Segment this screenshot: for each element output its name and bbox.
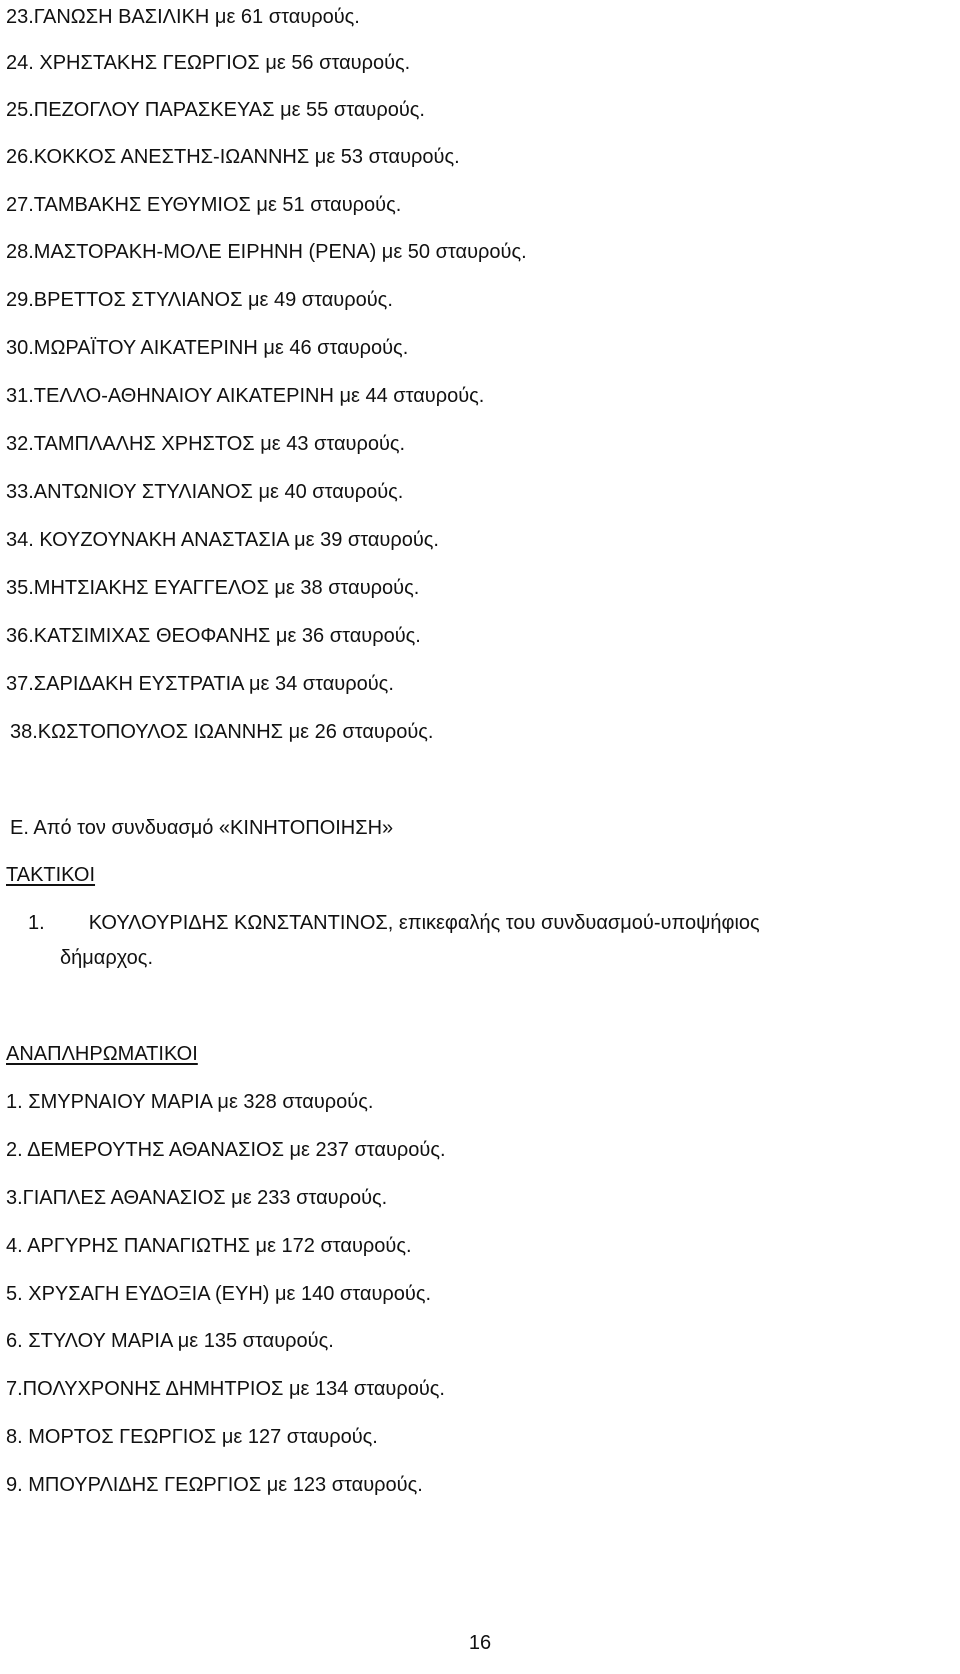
list-item: 37.ΣΑΡΙΔΑΚΗ ΕΥΣΤΡΑΤΙΑ με 34 σταυρούς. xyxy=(6,673,394,695)
list-item: 1. ΣΜΥΡΝΑΙΟΥ ΜΑΡΙΑ με 328 σταυρούς. xyxy=(6,1091,374,1113)
section-heading: Ε. Από τον συνδυασμό «ΚΙΝΗΤΟΠΟΙΗΣΗ» xyxy=(10,817,394,839)
list-item: 31.ΤΕΛΛΟ-ΑΘΗΝΑΙΟΥ ΑΙΚΑΤΕΡΙΝΗ με 44 σταυρούς. xyxy=(6,385,485,407)
list-item: 38.ΚΩΣΤΟΠΟΥΛΟΣ ΙΩΑΝΝΗΣ με 26 σταυρούς. xyxy=(10,721,434,743)
list-item: 32.ΤΑΜΠΛΑΛΗΣ ΧΡΗΣΤΟΣ με 43 σταυρούς. xyxy=(6,433,406,455)
substitute-members-heading: ΑΝΑΠΛΗΡΩΜΑΤΙΚΟΙ xyxy=(6,1043,198,1065)
list-item: 27.ΤΑΜΒΑΚΗΣ ΕΥΘΥΜΙΟΣ με 51 σταυρούς. xyxy=(6,194,402,216)
list-item: 28.ΜΑΣΤΟΡΑΚΗ-ΜΟΛΕ ΕΙΡΗΝΗ (ΡΕΝΑ) με 50 σταυρούς. xyxy=(6,241,527,263)
list-item: 23.ΓΑΝΩΣΗ ΒΑΣΙΛΙΚΗ με 61 σταυρούς. xyxy=(6,6,360,28)
list-item: 36.ΚΑΤΣΙΜΙΧΑΣ ΘΕΟΦΑΝΗΣ με 36 σταυρούς. xyxy=(6,625,421,647)
item-text-continuation: δήμαρχος. xyxy=(60,947,153,969)
list-item: 30.ΜΩΡΑΪΤΟΥ ΑΙΚΑΤΕΡΙΝΗ με 46 σταυρούς. xyxy=(6,337,409,359)
regular-members-heading: ΤΑΚΤΙΚΟΙ xyxy=(6,864,96,886)
list-item: 2. ΔΕΜΕΡΟΥΤΗΣ ΑΘΑΝΑΣΙΟΣ με 237 σταυρούς. xyxy=(6,1139,446,1161)
list-item: 5. ΧΡΥΣΑΓΗ ΕΥΔΟΞΙΑ (ΕΥΗ) με 140 σταυρούς. xyxy=(6,1283,432,1305)
list-item: 8. ΜΟΡΤΟΣ ΓΕΩΡΓΙΟΣ με 127 σταυρούς. xyxy=(6,1426,378,1448)
list-item: 7.ΠΟΛΥΧΡΟΝΗΣ ΔΗΜΗΤΡΙΟΣ με 134 σταυρούς. xyxy=(6,1378,445,1400)
item-number: 1. xyxy=(28,912,45,934)
list-item: 29.ΒΡΕΤΤΟΣ ΣΤΥΛΙΑΝΟΣ με 49 σταυρούς. xyxy=(6,289,393,311)
list-item: 3.ΓΙΑΠΛΕΣ ΑΘΑΝΑΣΙΟΣ με 233 σταυρούς. xyxy=(6,1187,388,1209)
list-item: 34. ΚΟΥΖΟΥΝΑΚΗ ΑΝΑΣΤΑΣΙΑ με 39 σταυρούς. xyxy=(6,529,439,551)
list-item: 24. ΧΡΗΣΤΑΚΗΣ ΓΕΩΡΓΙΟΣ με 56 σταυρούς. xyxy=(6,52,411,74)
item-text: ΚΟΥΛΟΥΡΙΔΗΣ ΚΩΝΣΤΑΝΤΙΝΟΣ, επικεφαλής του συνδυασμού-υποψήφιος xyxy=(88,912,760,934)
list-item: 33.ΑΝΤΩΝΙΟΥ ΣΤΥΛΙΑΝΟΣ με 40 σταυρούς. xyxy=(6,481,404,503)
list-item: 9. ΜΠΟΥΡΛΙΔΗΣ ΓΕΩΡΓΙΟΣ με 123 σταυρούς. xyxy=(6,1474,423,1496)
list-item: 25.ΠΕΖΟΓΛΟΥ ΠΑΡΑΣΚΕΥΑΣ με 55 σταυρούς. xyxy=(6,99,425,121)
list-item: 35.ΜΗΤΣΙΑΚΗΣ ΕΥΑΓΓΕΛΟΣ με 38 σταυρούς. xyxy=(6,577,420,599)
list-item: 4. ΑΡΓΥΡΗΣ ΠΑΝΑΓΙΩΤΗΣ με 172 σταυρούς. xyxy=(6,1235,412,1257)
page-number: 16 xyxy=(468,1632,492,1654)
list-item: 26.ΚΟΚΚΟΣ ΑΝΕΣΤΗΣ-ΙΩΑΝΝΗΣ με 53 σταυρούς. xyxy=(6,146,460,168)
list-item: 6. ΣΤΥΛΟΥ ΜΑΡΙΑ με 135 σταυρούς. xyxy=(6,1330,334,1352)
